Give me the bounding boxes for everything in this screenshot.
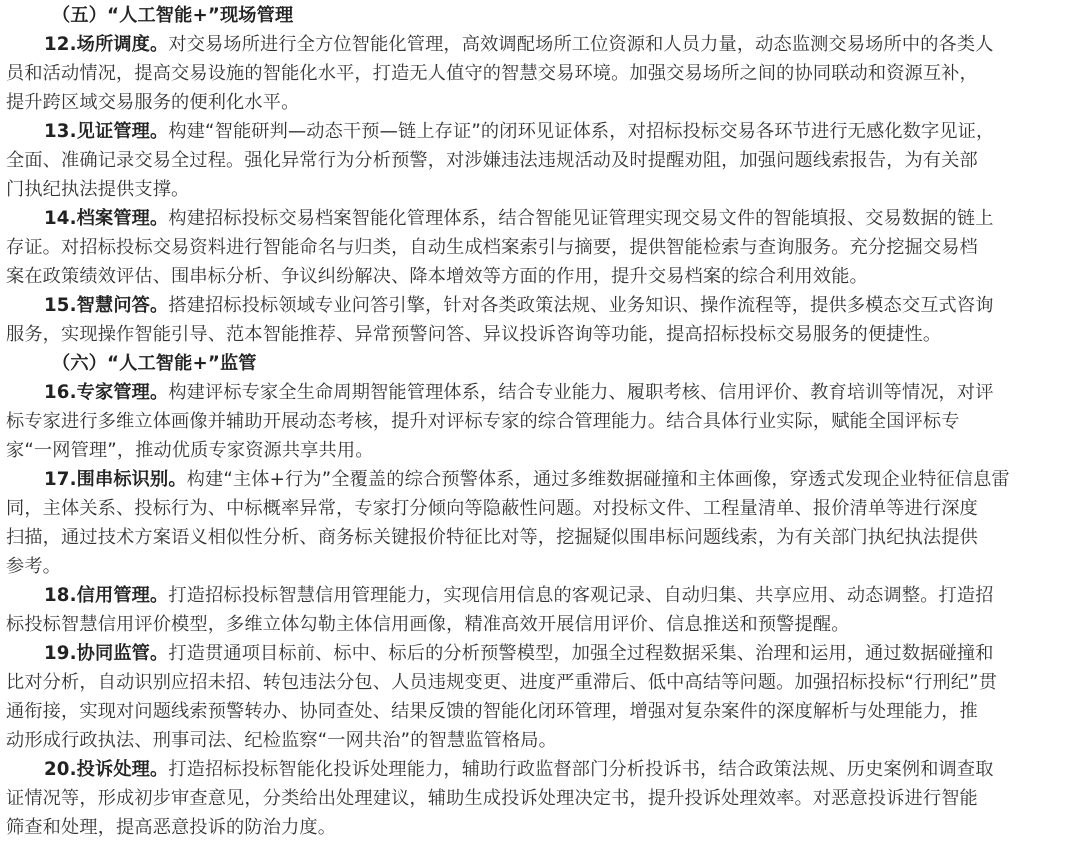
item-19-line-4: 动形成行政执法、刑事司法、纪检监察“一网共治”的智慧监管格局。 xyxy=(6,730,557,751)
item-18-line-2: 标投标智慧信用评价模型，多维立体勾勒主体信用画像，精准高效开展信用评价、信息推送和预警提醒。 xyxy=(6,614,850,635)
item-15-text: 搭建招标投标领域专业问答引擎，针对各类政策法规、业务知识、操作流程等，提供多模态交互式咨询 xyxy=(168,295,994,316)
item-19-text: 打造贯通项目标前、标中、标后的分析预警模型，加强全过程数据采集、治理和运用，通过数据碰撞和 xyxy=(168,643,994,664)
item-17-text: 构建“主体+行为”全覆盖的综合预警体系，通过多维数据碰撞和主体画像，穿透式发现企业特征信息雷 xyxy=(186,469,1010,490)
item-14-title: 14.档案管理。 xyxy=(44,208,169,229)
item-17-line-3: 扫描，通过技术方案语义相似性分析、商务标关键报价特征比对等，挖掘疑似围串标问题线索，为有关部门执纪执法提供 xyxy=(6,527,978,548)
item-16-line-3: 家“一网管理”，推动优质专家资源共享共用。 xyxy=(6,440,374,461)
item-14-text: 构建招标投标交易档案智能化管理体系，结合智能见证管理实现交易文件的智能填报、交易数据的链上 xyxy=(168,208,994,229)
item-19-line-3: 通衔接，实现对问题线索预警转办、协同查处、结果反馈的智能化闭环管理，增强对复杂案件的深度解析与处理能力，推 xyxy=(6,701,978,722)
item-16-text: 构建评标专家全生命周期智能管理体系，结合专业能力、履职考核、信用评价、教育培训等情况，对评 xyxy=(168,382,994,403)
item-13-line-2: 全面、准确记录交易全过程。强化异常行为分析预警，对涉嫌违法违规活动及时提醒劝阻，加强问题线索报告，为有关部 xyxy=(6,150,978,171)
item-12-line-2: 员和活动情况，提高交易设施的智能化水平，打造无人值守的智慧交易环境。加强交易场所之间的协同联动和资源互补， xyxy=(6,63,978,84)
item-17-title: 17.围串标识别。 xyxy=(44,469,187,490)
item-16-line-1 xyxy=(44,378,1080,407)
item-15-title: 15.智慧问答。 xyxy=(44,295,169,316)
section-heading-6: （六）“人工智能+”监管 xyxy=(52,353,257,374)
item-12-text: 对交易场所进行全方位智能化管理，高效调配场所工位资源和人员力量，动态监测交易场所中的各类人 xyxy=(168,34,994,55)
item-19-line-1 xyxy=(44,639,1080,668)
item-17-line-1 xyxy=(44,465,1080,494)
item-12-title: 12.场所调度。 xyxy=(44,34,169,55)
item-13-text: 构建“智能研判—动态干预—链上存证”的闭环见证体系，对招标投标交易各环节进行无感化数字见证， xyxy=(168,121,995,142)
item-13-line-1 xyxy=(44,117,1080,146)
item-16-title: 16.专家管理。 xyxy=(44,382,169,403)
item-20-title: 20.投诉处理。 xyxy=(44,759,169,780)
item-20-text: 打造招标投标智能化投诉处理能力，辅助行政监督部门分析投诉书，结合政策法规、历史案例和调查取 xyxy=(168,759,994,780)
section-heading-5: （五）“人工智能+”现场管理 xyxy=(52,5,294,26)
item-12-line-3: 提升跨区域交易服务的便利化水平。 xyxy=(6,92,300,113)
item-20-line-2: 证情况等，形成初步审查意见，分类给出处理建议，辅助生成投诉处理决定书，提升投诉处理效率。对恶意投诉进行智能 xyxy=(6,788,978,809)
item-17-line-2: 同，主体关系、投标行为、中标概率异常，专家打分倾向等隐蔽性问题。对投标文件、工程量清单、报价清单等进行深度 xyxy=(6,498,978,519)
item-15-line-1 xyxy=(44,291,1080,320)
item-14-line-1 xyxy=(44,204,1080,233)
item-15-line-2: 服务，实现操作智能引导、范本智能推荐、异常预警问答、异议投诉咨询等功能，提高招标投标交易服务的便捷性。 xyxy=(6,324,942,345)
item-13-title: 13.见证管理。 xyxy=(44,121,169,142)
item-14-line-2: 存证。对招标投标交易资料进行智能命名与归类，自动生成档案索引与摘要，提供智能检索与查询服务。充分挖掘交易档 xyxy=(6,237,978,258)
item-18-text: 打造招标投标智慧信用管理能力，实现信用信息的客观记录、自动归集、共享应用、动态调整。打造招 xyxy=(168,585,994,606)
item-17-line-4: 参考。 xyxy=(6,556,62,577)
item-20-line-1 xyxy=(44,755,1080,784)
item-20-line-3: 筛查和处理，提高恶意投诉的防治力度。 xyxy=(6,817,337,838)
item-16-line-2: 标专家进行多维立体画像并辅助开展动态考核，提升对评标专家的综合管理能力。结合具体行业实际，赋能全国评标专 xyxy=(6,411,960,432)
item-19-title: 19.协同监管。 xyxy=(44,643,169,664)
item-14-line-3: 案在政策绩效评估、围串标分析、争议纠纷解决、降本增效等方面的作用，提升交易档案的综合利用效能。 xyxy=(6,266,868,287)
item-12-line-1 xyxy=(44,30,1080,59)
item-18-line-1 xyxy=(44,581,1080,610)
item-13-line-3: 门执纪执法提供支撑。 xyxy=(6,179,190,200)
item-18-title: 18.信用管理。 xyxy=(44,585,169,606)
item-19-line-2: 比对分析，自动识别应招未招、转包违法分包、人员违规变更、进度严重滞后、低中高结等问题。加强招标投标“行刑纪”贯 xyxy=(6,672,998,693)
